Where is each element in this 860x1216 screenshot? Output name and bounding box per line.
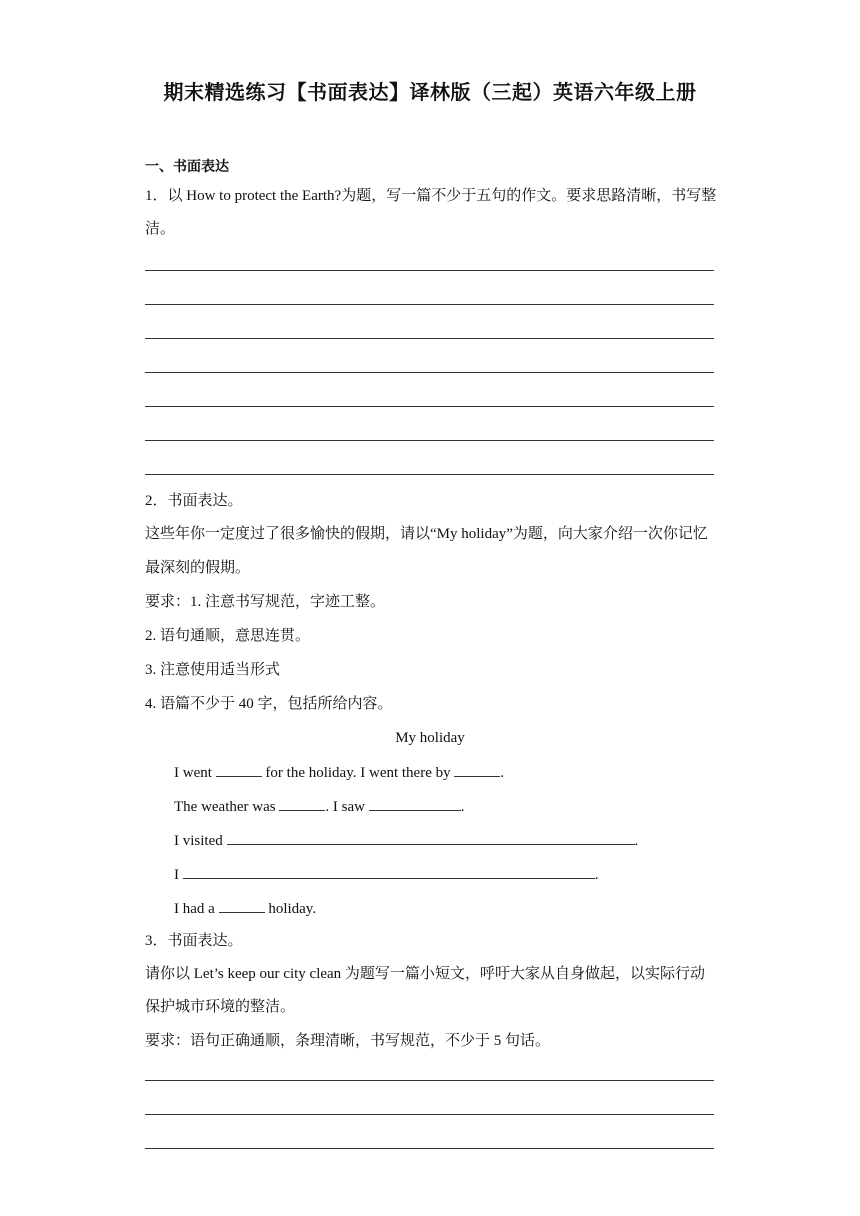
sentence-text: I had a xyxy=(174,901,219,917)
q1-answer-line[interactable] xyxy=(145,440,714,441)
essay-sentence-3 xyxy=(174,830,744,851)
sentence-text: . xyxy=(594,867,599,883)
essay-sentence-2 xyxy=(174,796,744,817)
sentence-text: . xyxy=(634,833,639,849)
fill-blank[interactable] xyxy=(219,898,265,913)
sentence-text: The weather was xyxy=(174,799,280,815)
q1-answer-line[interactable] xyxy=(145,406,714,407)
q2-requirement-4: 4. 语篇不少于 40 字，包括所给内容。 xyxy=(145,696,393,712)
q3-answer-line[interactable] xyxy=(145,1114,714,1115)
q1-prompt-line1: 1．以 How to protect the Earth?为题，写一篇不少于五句的作文。要求思路清晰，书写整 xyxy=(145,188,717,204)
q2-intro-line1: 这些年你一定度过了很多愉快的假期，请以“My holiday”为题，向大家介绍一次你记忆 xyxy=(145,526,708,542)
essay-sentence-1 xyxy=(174,762,744,783)
q3-answer-line[interactable] xyxy=(145,1080,714,1081)
fill-blank[interactable] xyxy=(369,796,461,811)
fill-blank[interactable] xyxy=(216,762,262,777)
q1-answer-line[interactable] xyxy=(145,270,714,271)
q1-answer-line[interactable] xyxy=(145,338,714,339)
q2-intro-line2: 最深刻的假期。 xyxy=(145,560,251,576)
sentence-text: . I saw xyxy=(325,799,369,815)
q2-requirement-2: 2. 语句通顺，意思连贯。 xyxy=(145,628,311,644)
q3-prompt-line2: 保护城市环境的整洁。 xyxy=(145,999,296,1015)
page-title: 期末精选练习【书面表达】译林版（三起）英语六年级上册 xyxy=(163,80,697,104)
section-heading: 一、书面表达 xyxy=(145,159,229,175)
sentence-text: . xyxy=(500,765,505,781)
q1-answer-line[interactable] xyxy=(145,474,714,475)
sentence-text: . xyxy=(460,799,465,815)
fill-blank[interactable] xyxy=(183,864,595,879)
q2-requirement-3: 3. 注意使用适当形式 xyxy=(145,662,281,678)
sentence-text: I visited xyxy=(174,833,227,849)
sentence-text: I xyxy=(174,867,183,883)
essay-title: My holiday xyxy=(395,730,465,746)
fill-blank[interactable] xyxy=(279,796,325,811)
q2-heading: 2．书面表达。 xyxy=(145,493,243,509)
fill-blank[interactable] xyxy=(227,830,635,845)
q3-answer-line[interactable] xyxy=(145,1148,714,1149)
q3-heading: 3．书面表达。 xyxy=(145,933,243,949)
essay-sentence-5 xyxy=(174,898,744,919)
essay-sentence-4 xyxy=(174,864,744,885)
q1-answer-line[interactable] xyxy=(145,304,714,305)
fill-blank[interactable] xyxy=(454,762,500,777)
sentence-text: holiday. xyxy=(264,901,317,917)
sentence-text: I went xyxy=(174,765,216,781)
q1-answer-line[interactable] xyxy=(145,372,714,373)
sentence-text: for the holiday. I went there by xyxy=(261,765,455,781)
q1-prompt-line2: 洁。 xyxy=(145,221,176,237)
q2-requirement-1: 要求：1. 注意书写规范，字迹工整。 xyxy=(145,594,386,610)
q3-prompt-line1: 请你以 Let’s keep our city clean 为题写一篇小短文，呼吁大家从自身做起，以实际行动 xyxy=(145,966,705,982)
q3-requirement: 要求：语句正确通顺，条理清晰，书写规范，不少于 5 句话。 xyxy=(145,1033,551,1049)
